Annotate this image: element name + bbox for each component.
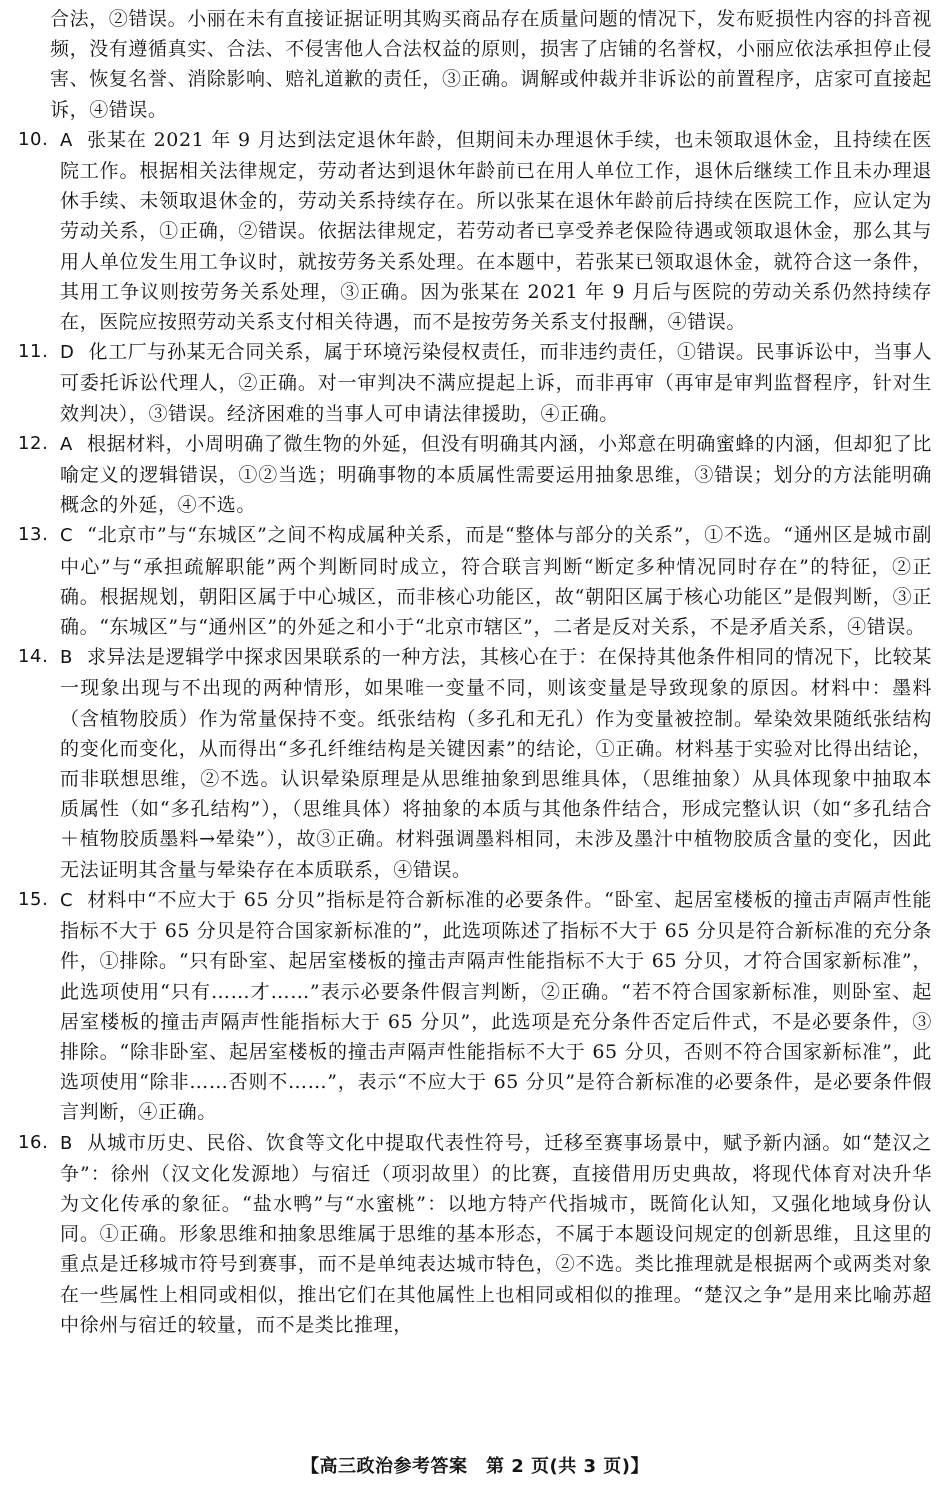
item-explanation: 材料中“不应大于 65 分贝”指标是符合新标准的必要条件。“卧室、起居室楼板的撞击声隔声性能指标不大于 65 分贝是符合国家新标准的”，此选项陈述了指标不大于 65 分贝是符合新标准的充分条件，①排除。“只有卧室、起居室楼板的撞击声隔声性能指标不大于 65 分贝，才符合国家新标准”，此选项使用“只有……才……”表示必要条件假言判断，②正确。“若不符合国家新标准，则卧室、起居室楼板的撞击声隔声性能指标大于 65 分贝”，此选项是充分条件否定后件式，不是必要条件，③排除。“除非卧室、起居室楼板的撞击声隔声性能指标不大于 65 分贝，否则不符合国家新标准”，此选项使用“除非……否则不……”，表示“不应大于 65 分贝”是符合新标准的必要条件，是必要条件假言判断，④正确。 [60,888,932,1124]
item-answer: A [60,129,73,151]
answer-item-10 [18,125,932,337]
item-answer: C [60,889,74,911]
item-number: 16. [18,1131,49,1153]
item-number: 14. [18,646,49,668]
answer-item-14 [18,642,932,885]
item-answer: D [60,342,75,364]
answer-item-15 [18,885,932,1128]
answer-item-12 [18,429,932,521]
item-number: 12. [18,432,49,454]
answer-item-16 [18,1128,932,1340]
answer-item-11 [18,337,932,429]
item-answer: C [60,525,74,547]
page-footer: 【高三政治参考答案 第 2 页(共 3 页)】 [300,1456,650,1477]
intro-paragraph: 合法，②错误。小丽在未有直接证据证明其购买商品存在质量问题的情况下，发布贬损性内容的抖音视频，没有遵循真实、合法、不侵害他人合法权益的原则，损害了店铺的名誉权，小丽应依法承担停止侵害、恢复名誉、消除影响、赔礼道歉的责任，③正确。调解或仲裁并非诉讼的前置程序，店家可直接起诉，④错误。 [50,8,933,121]
item-answer: B [60,1132,73,1154]
item-explanation: 化工厂与孙某无合同关系，属于环境污染侵权责任，而非违约责任，①错误。民事诉讼中，当事人可委托诉讼代理人，②正确。对一审判决不满应提起上诉，而非再审（再审是审判监督程序，针对生效判决），③错误。经济困难的当事人可申请法律援助，④正确。 [60,341,932,425]
item-explanation: 张某在 2021 年 9 月达到法定退休年龄，但期间未办理退休手续，也未领取退休金，且持续在医院工作。根据相关法律规定，劳动者达到退休年龄前已在用人单位工作，退休后继续工作且未办理退休手续、未领取退休金的，劳动关系持续存在。所以张某在退休年龄前后持续在医院工作，应认定为劳动关系，①正确，②错误。依据法律规定，若劳动者已享受养老保险待遇或领取退休金，那么其与用人单位发生用工争议时，就按劳务关系处理。在本题中，若张某已领取退休金，就符合这一条件，其用工争议则按劳务关系处理，③正确。因为张某在 2021 年 9 月后与医院的劳动关系仍然持续存在，医院应按照劳动关系支付相关待遇，而不是按劳务关系支付报酬，④错误。 [60,128,932,334]
item-number: 10. [18,128,49,150]
item-answer: A [60,433,73,455]
item-number: 13. [18,524,49,546]
item-explanation: 从城市历史、民俗、饮食等文化中提取代表性符号，迁移至赛事场景中，赋予新内涵。如“楚汉之争”：徐州（汉文化发源地）与宿迁（项羽故里）的比赛，直接借用历史典故，将现代体育对决升华为文化传承的象征。“盐水鸭”与“水蜜桃”：以地方特产代指城市，既简化认知，又强化地域身份认同。①正确。形象思维和抽象思维属于思维的基本形态，不属于本题设问规定的创新思维，且这里的重点是迁移城市符号到赛事，而不是单纯表达城市特色，②不选。类比推理就是根据两个或两类对象在一些属性上相同或相似，推出它们在其他属性上也相同或相似的推理。“楚汉之争”是用来比喻苏超中徐州与宿迁的较量，而不是类比推理， [60,1131,932,1336]
item-explanation: 根据材料，小周明确了微生物的外延，但没有明确其内涵，小郑意在明确蜜蜂的内涵，但却犯了比喻定义的逻辑错误，①②当选；明确事物的本质属性需要运用抽象思维，③错误；划分的方法能明确概念的外延，④不选。 [60,432,932,517]
item-number: 15. [18,888,49,910]
answer-page [18,4,933,1340]
item-answer: B [60,647,73,669]
answer-item-13 [18,520,932,642]
item-number: 11. [18,341,49,363]
item-explanation: 求异法是逻辑学中探求因果联系的一种方法，其核心在于：在保持其他条件相同的情况下，比较某一现象出现与不出现的两种情形，如果唯一变量不同，则该变量是导致现象的原因。材料中：墨料（含植物胶质）作为常量保持不变。纸张结构（多孔和无孔）作为变量被控制。晕染效果随纸张结构的变化而变化，从而得出“多孔纤维结构是关键因素”的结论，①正确。材料基于实验对比得出结论，而非联想思维，②不选。认识晕染原理是从思维抽象到思维具体，（思维抽象）从具体现象中抽取本质属性（如“多孔结构”），（思维具体）将抽象的本质与其他条件结合，形成完整认识（如“多孔结合＋植物胶质墨料→晕染”），故③正确。材料强调墨料相同，未涉及墨汁中植物胶质含量的变化，因此无法证明其含量与晕染存在本质联系，④错误。 [60,646,932,881]
item-explanation: “北京市”与“东城区”之间不构成属种关系，而是“整体与部分的关系”，①不选。“通州区是城市副中心”与“承担疏解职能”两个判断同时成立，符合联言判断“断定多种情况同时存在”的特征，②正确。根据规划，朝阳区属于中心城区，而非核心功能区，故“朝阳区属于核心功能区”是假判断，③正确。“东城区”与“通州区”的外延之和小于“北京市辖区”，二者是反对关系，不是矛盾关系，④错误。 [60,524,932,639]
